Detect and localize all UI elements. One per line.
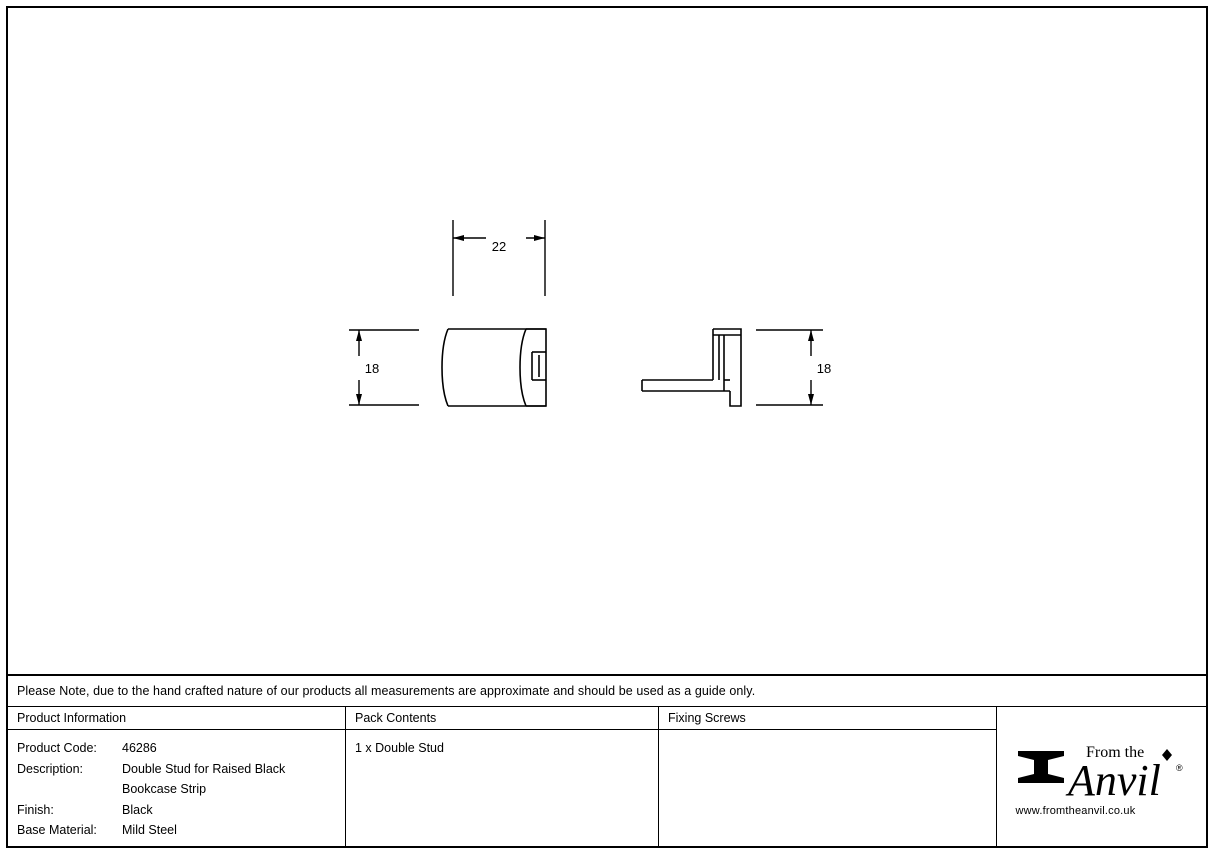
measurement-note-row — [8, 674, 1206, 707]
spec-product-code — [17, 738, 336, 759]
drawing-area — [8, 8, 1206, 673]
spec-finish — [17, 800, 336, 821]
dimension-label-width: 22 — [491, 239, 507, 254]
finish-value: Black — [122, 802, 153, 817]
dimension-width-22 — [453, 220, 545, 296]
front-view-outline — [442, 329, 546, 406]
anvil-icon — [1018, 751, 1064, 783]
spec-description — [17, 759, 336, 780]
dimension-label-height-left: 18 — [364, 361, 380, 376]
logo-brand-top: From the — [1085, 743, 1144, 761]
product-information-header: Product Information — [8, 707, 345, 730]
dimension-height-left-18 — [349, 330, 419, 405]
logo-website: www.fromtheanvil.co.uk — [1015, 804, 1136, 817]
product-information-body — [8, 730, 345, 841]
base-material-value: Mild Steel — [122, 823, 177, 837]
side-view-outline — [642, 329, 741, 406]
base-material-label: Base Material: — [17, 823, 97, 837]
logo-column — [997, 707, 1206, 846]
product-information-column — [8, 707, 346, 846]
pack-contents-header: Pack Contents — [346, 707, 658, 730]
product-code-label: Product Code: — [17, 741, 97, 755]
fixing-screws-body — [659, 730, 996, 738]
dimension-label-height-right: 18 — [816, 361, 832, 376]
description-value-line1: Double Stud for Raised Black — [122, 761, 286, 776]
logo-brand-main: Anvil — [1067, 755, 1161, 805]
finish-label: Finish: — [17, 802, 54, 817]
spec-base-material — [17, 820, 336, 841]
fixing-screws-header: Fixing Screws — [659, 707, 996, 730]
product-code-value: 46286 — [122, 741, 157, 755]
information-table — [8, 707, 1206, 846]
pack-contents-column — [346, 707, 659, 846]
diamond-icon — [1162, 749, 1172, 761]
brand-logo — [997, 707, 1206, 846]
spec-description-continued — [17, 779, 336, 800]
pack-contents-body — [346, 730, 658, 759]
measurement-note-text: Please Note, due to the hand crafted nature of our products all measurements are approximate and should be used as a guide only. — [17, 684, 756, 698]
product-drawing — [8, 8, 1206, 673]
description-label-blank — [17, 779, 122, 800]
dimension-height-right-18 — [756, 330, 823, 405]
pack-contents-item: 1 x Double Stud — [355, 741, 444, 755]
description-value-line2: Bookcase Strip — [122, 782, 207, 796]
fixing-screws-column — [659, 707, 997, 846]
logo-registered-mark: ® — [1175, 762, 1183, 773]
description-label: Description: — [17, 761, 83, 776]
